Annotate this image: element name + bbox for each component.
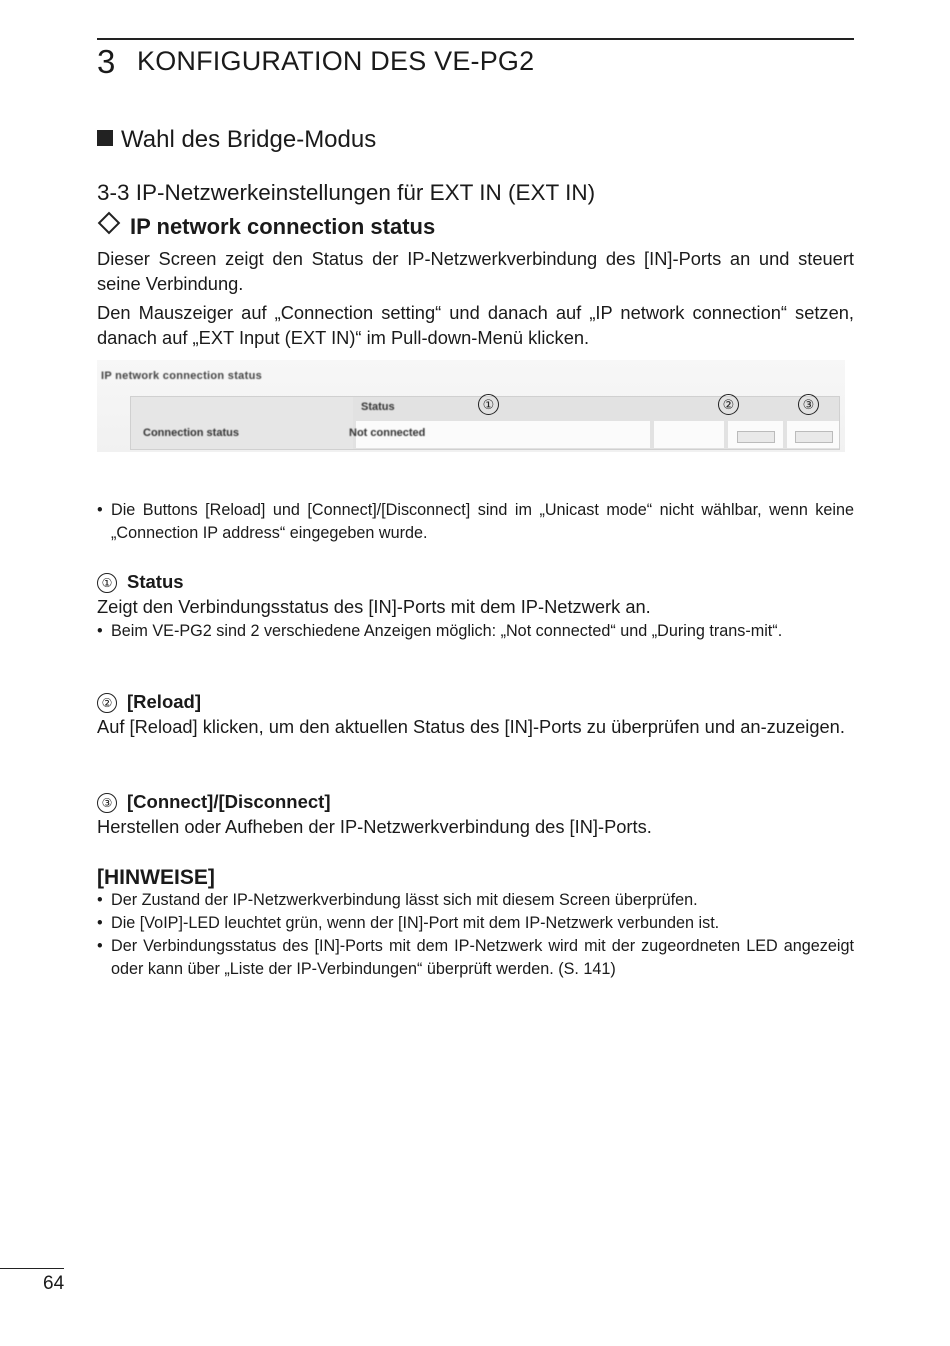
screenshot-label-column [131,397,353,449]
item-title [97,212,435,242]
screenshot-figure [97,360,845,452]
callout-3: ③ [798,394,819,415]
definition-2-title: [Reload] [127,691,201,712]
screenshot-reload-button [737,431,775,443]
bullet-dot: • [97,937,103,955]
circled-number-3: ③ [97,793,117,813]
square-bullet-icon [97,130,113,146]
definition-2-heading [97,690,201,714]
notes-heading: [HINWEISE] [97,866,215,889]
button-note-bullet [97,499,854,545]
definition-3-text: Herstellen oder Aufheben der IP-Netzwerkverbindung des [IN]-Ports. [97,816,652,837]
screenshot-empty-cell [654,421,724,448]
section-title-text: Wahl des Bridge-Modus [121,126,377,153]
item-title-text: IP network connection status [130,214,436,239]
callout-2: ② [718,394,739,415]
definition-2-text: Auf [Reload] klicken, um den aktuellen Status des [IN]-Ports zu überprüfen und an-zuzeigen. [97,716,845,737]
diamond-icon [98,212,121,235]
notes-item-2 [97,912,854,935]
footer-rule [0,1268,64,1269]
definition-1-text: Zeigt den Verbindungsstatus des [IN]-Ports mit dem IP-Netzwerk an. [97,596,651,617]
page-number: 64 [43,1273,65,1294]
notes-item-1-text: Der Zustand der IP-Netzwerkverbindung lässt sich mit diesem Screen überprüfen. [111,891,698,909]
screenshot-status-header: Status [361,401,395,413]
notes-item-2-text: Die [VoIP]-LED leuchtet grün, wenn der [IN]-Port mit dem IP-Netzwerk verbunden ist. [111,914,720,932]
definition-1-bullet [97,620,854,643]
intro-paragraph-2: Den Mauszeiger auf „Connection setting“ und danach auf „IP network connection“ setzen, danach auf „EXT Input (EXT IN)“ im Pull-down-Menü klicken. [97,302,854,348]
subsection-title: 3-3 IP-Netzwerkeinstellungen für EXT IN (EXT IN) [97,180,596,205]
screenshot-title-blurred: IP network connection status [101,370,263,382]
chapter-title: KONFIGURATION DES VE-PG2 [137,46,535,76]
notes-item-3 [97,935,854,981]
definition-1-heading [97,570,184,594]
bullet-dot: • [97,891,103,909]
definition-3-heading [97,790,331,814]
definition-1-bullet-text: Beim VE-PG2 sind 2 verschiedene Anzeigen möglich: „Not connected“ und „During trans-mit“. [111,622,783,640]
section-title [97,124,376,156]
header-rule [97,38,854,40]
bullet-dot: • [97,622,103,640]
screenshot-row-label: Connection status [143,427,239,439]
notes-item-1 [97,889,854,912]
notes-item-3-text: Der Verbindungsstatus des [IN]-Ports mit dem IP-Netzwerk wird mit der zugeordneten LED angezeigt oder kann über „Liste der IP-Verbindungen“ überprüft werden. (S. 141) [111,937,854,978]
screenshot-status-value: Not connected [349,427,426,439]
circled-number-1: ① [97,573,117,593]
bullet-dot: • [97,914,103,932]
definition-3-title: [Connect]/[Disconnect] [127,791,331,812]
definition-1-title: Status [127,571,184,592]
button-note-text: Die Buttons [Reload] und [Connect]/[Disconnect] sind im „Unicast mode“ nicht wählbar, wenn keine „Connection IP address“ eingegeben wurde. [111,501,854,542]
screenshot-connect-button [795,431,833,443]
bullet-dot: • [97,501,103,519]
chapter-number: 3 [97,43,116,80]
circled-number-2: ② [97,693,117,713]
callout-1: ① [478,394,499,415]
intro-paragraph-1: Dieser Screen zeigt den Status der IP-Netzwerkverbindung des [IN]-Ports an und steuert seine Verbindung. [97,248,854,294]
